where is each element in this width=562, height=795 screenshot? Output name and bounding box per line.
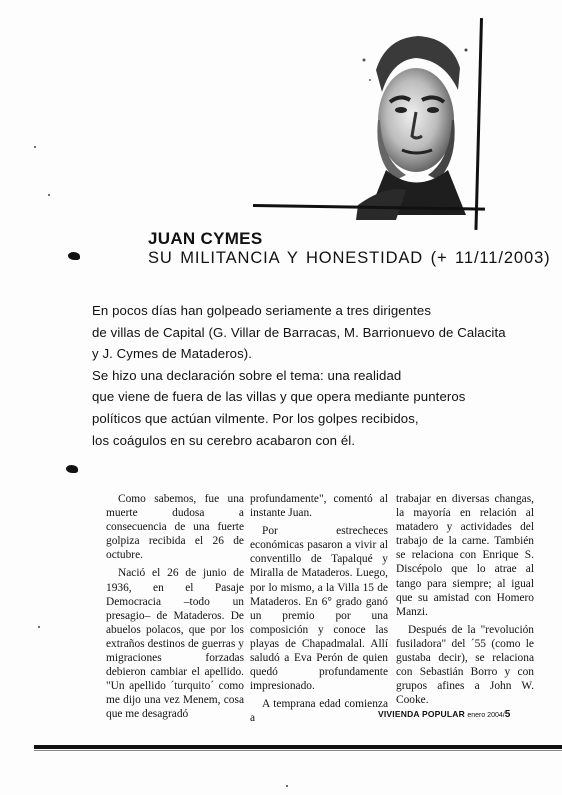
footer-rule-shadow	[34, 750, 562, 751]
body-paragraph: profundamente", comentó al instante Juan.	[250, 493, 388, 520]
intro-line: y J. Cymes de Mataderos).	[92, 346, 253, 362]
photo-frame-vertical-line	[474, 18, 483, 230]
body-paragraph: Como sabemos, fue una muerte dudosa a consecuencia de una fuerte golpiza recibida el 26 de octubre.	[106, 493, 244, 562]
page-number: 5	[504, 709, 511, 720]
intro-paragraph	[92, 300, 532, 451]
body-column-3	[396, 492, 534, 711]
body-paragraph: Nació el 26 de junio de 1936, en el Pasaje Democracia –todo un presagio– de Mataderos. De abuelos polacos, que por los extraños destinos de guerras y migraciones forzadas debieron cambiar el apellido. "Un apellido ´turquito´ como me dijo una vez Menem, cosa que me desagradó	[106, 567, 244, 721]
magazine-name: VIVIENDA POPULAR	[378, 709, 465, 719]
ink-blot	[68, 252, 80, 260]
intro-line: políticos que actúan vilmente. Por los golpes recibidos,	[92, 410, 419, 426]
body-column-1	[106, 492, 244, 726]
issue-date: enero 2004/	[467, 712, 505, 719]
footer-rule	[34, 745, 562, 749]
scan-speck	[38, 626, 40, 628]
article-subtitle: SU MILITANCIA Y HONESTIDAD (+ 11/11/2003)	[148, 249, 551, 267]
scan-speck	[34, 146, 36, 148]
scan-speck	[48, 194, 50, 196]
body-paragraph: trabajar en diversas changas, la mayoría en relación al matadero y actividades del trabajo de la carne. También se relaciona con Enrique S. Discépolo que lo atrae al tango para siempre; al igual que su amistad con Homero Manzi.	[396, 493, 534, 618]
scan-speck	[286, 785, 288, 787]
intro-line: de villas de Capital (G. Villar de Barracas, M. Barrionuevo de Calacita	[92, 324, 506, 340]
page-footer	[378, 709, 510, 720]
article-title: JUAN CYMES	[148, 229, 263, 248]
intro-line: En pocos días han golpeado seriamente a tres dirigentes	[92, 303, 432, 318]
body-paragraph: Por estrecheces económicas pasaron a vivir al conventillo de Tapalqué y Miralla de Mataderos. Luego, por lo mismo, a la Villa 15 de Mataderos. En 6° grado ganó un premio por una composición y conoce las playas de Chapadmalal. Allí saludó a Eva Perón de quien quedó profundamente impresionado.	[250, 525, 388, 693]
intro-line: los coágulos en su cerebro acabaron con él.	[92, 432, 356, 448]
intro-line: que viene de fuera de las villas y que opera mediante punteros	[92, 389, 466, 405]
portrait-photo	[356, 20, 474, 220]
body-paragraph: A temprana edad comienza a	[250, 698, 388, 725]
ink-blot	[66, 465, 78, 473]
body-column-2	[250, 492, 388, 730]
intro-line: Se hizo una declaración sobre el tema: una realidad	[92, 367, 402, 383]
body-paragraph: Después de la "revolución fusiladora" del ´55 (como le gustaba decir), se relaciona con Sebastián Borro y con grupos afines a John W. Cooke.	[396, 623, 534, 707]
